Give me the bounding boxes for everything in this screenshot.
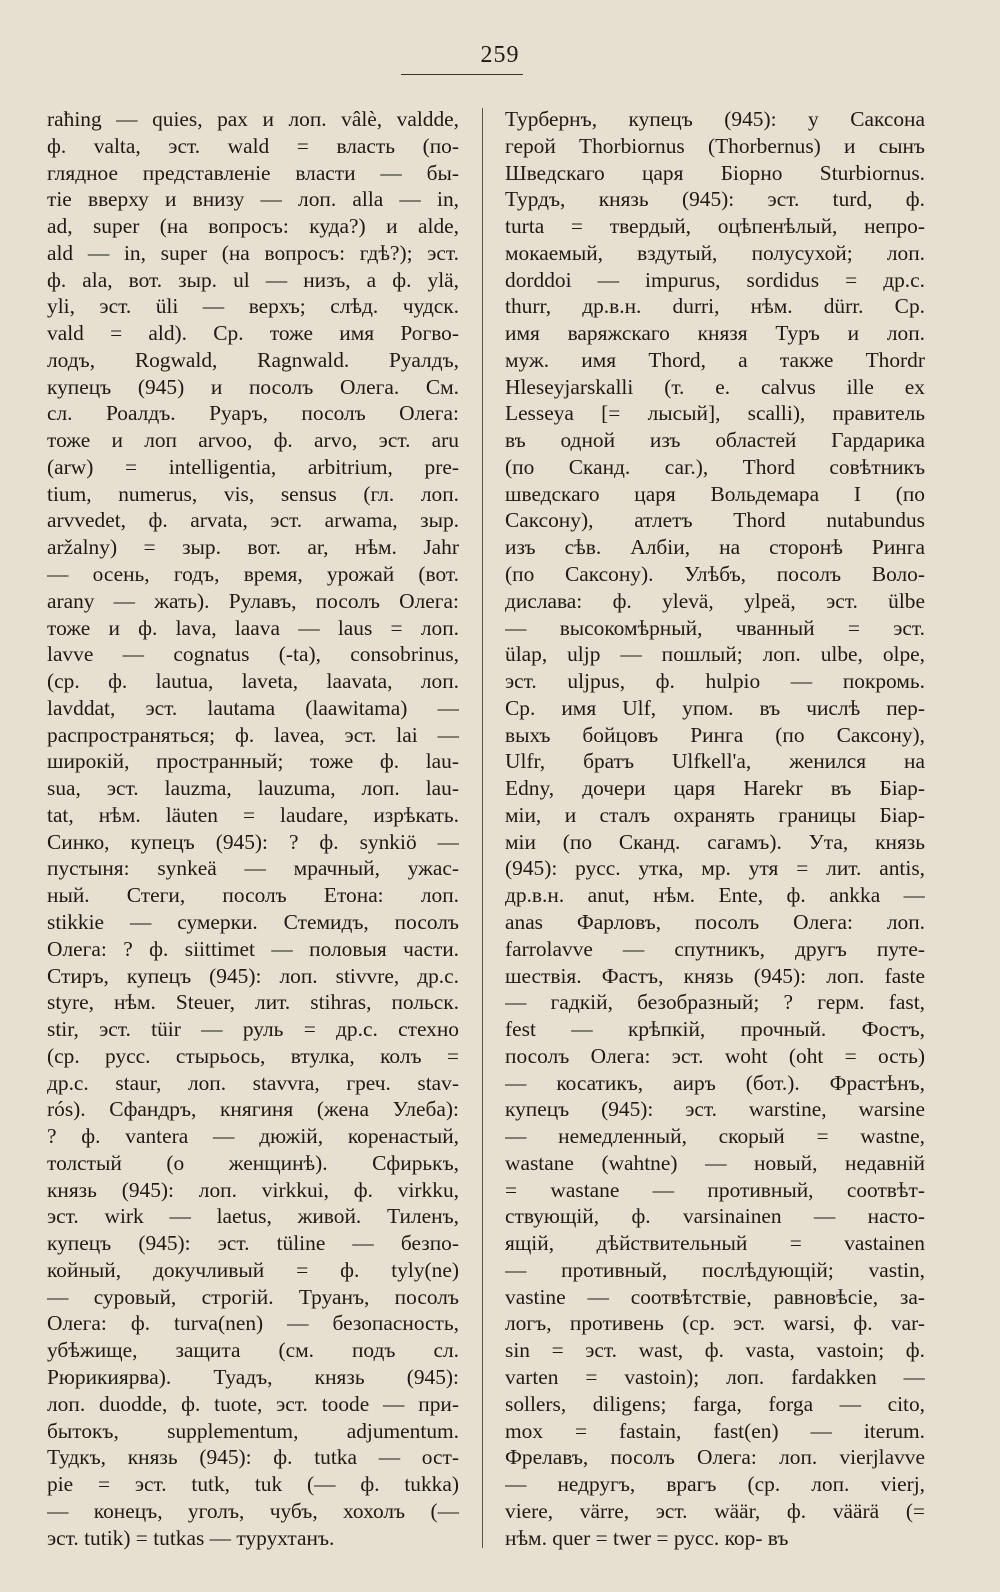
- text-line: — осень, годъ, время, урожай (вот.: [47, 562, 459, 587]
- text-line: Рюрикиярва). Туадъ, князь (945):: [47, 1364, 459, 1389]
- text-line: бытокъ, supplementum, adjumentum.: [47, 1418, 459, 1443]
- text-line: купецъ (945): эст. warstine, warsine: [505, 1097, 925, 1122]
- header-rule: [401, 74, 523, 75]
- text-line: широкій, пространный; тоже ф. lau-: [47, 749, 459, 774]
- text-line: — противный, послѣдующій; vastin,: [505, 1257, 925, 1282]
- text-line: fest — крѣпкій, прочный. Фостъ,: [505, 1017, 925, 1042]
- text-line: aržalny) = зыр. вот. ar, нѣм. Jahr: [47, 535, 459, 560]
- text-line: имя варяжскаго князя Туръ и лоп.: [505, 321, 925, 346]
- text-line: arvvedet, ф. arvata, эст. arwama, зыр.: [47, 508, 459, 533]
- text-line: — гадкій, безобразный; ? герм. fast,: [505, 990, 925, 1015]
- text-line: толстый (о женщинѣ). Сфирькъ,: [47, 1150, 459, 1175]
- text-line: varten = vastoin); лоп. fardakken —: [505, 1364, 925, 1389]
- text-line: — косатикъ, аиръ (бот.). Фрастѣнъ,: [505, 1070, 925, 1095]
- text-line: yli, эст. üli — верхъ; слѣд. чудск.: [47, 294, 459, 319]
- text-line: эст. uljpus, ф. hulpio — покромь.: [505, 669, 925, 694]
- text-line: — немедленный, скорый = wastne,: [505, 1124, 925, 1149]
- text-line: эст. tutik) = tutkas — турухтанъ.: [47, 1525, 335, 1550]
- text-line: Edny, дочери царя Harekr въ Біар-: [505, 776, 925, 801]
- text-line: raħing — quies, pax и лоп. vâlè, valdde,: [47, 107, 459, 131]
- text-line: arany — жать). Рулавъ, посолъ Олега:: [47, 588, 459, 613]
- text-line: — суровый, строгій. Труанъ, посолъ: [47, 1284, 459, 1309]
- text-line: купецъ (945) и посолъ Олега. См.: [47, 374, 459, 399]
- text-line: Синко, купецъ (945): ? ф. synkiö —: [47, 829, 459, 854]
- text-line: Lesseya [= лысый], scalli), правитель: [505, 401, 925, 426]
- text-line: купецъ (945): эст. tüline — безпо-: [47, 1231, 459, 1256]
- text-line: stikkie — сумерки. Стемидъ, посолъ: [47, 909, 459, 934]
- text-line: Саксону), атлетъ Thord nutabundus: [505, 508, 925, 533]
- text-line: муж. имя Thord, а также Thordr: [505, 347, 925, 372]
- text-line: vald = ald). Ср. тоже имя Рогво-: [47, 321, 459, 346]
- text-line: пустыня: synkeä — мрачный, ужас-: [47, 856, 459, 881]
- text-line: ф. ala, вот. зыр. ul — низъ, а ф. ylä,: [47, 267, 459, 292]
- right-column: [505, 106, 925, 1551]
- text-line: lavddat, эст. lautama (laawitama) —: [47, 695, 459, 720]
- text-line: герой Thorbiornus (Thorbernus) и сынъ: [505, 133, 925, 158]
- text-line: дислава: ф. ylevä, ylpeä, эст. ülbe: [505, 588, 925, 613]
- text-line: убѣжище, защита (см. подъ сл.: [47, 1338, 459, 1363]
- text-line: сл. Роалдъ. Руаръ, посолъ Олега:: [47, 401, 459, 426]
- text-line: tium, numerus, vis, sensus (гл. лоп.: [47, 481, 459, 506]
- text-line: — конецъ, уголъ, чубъ, хохолъ (—: [47, 1498, 459, 1523]
- text-line: шведскаго царя Вольдемара I (по: [505, 481, 925, 506]
- text-line: (по Саксону). Улѣбъ, посолъ Воло-: [505, 562, 925, 587]
- text-line: (945): русс. утка, мр. утя = лит. antis,: [505, 856, 925, 881]
- text-line: посолъ Олега: эст. woht (oht = ость): [505, 1043, 925, 1068]
- text-line: др.в.н. anut, нѣм. Ente, ф. ankka —: [505, 883, 925, 908]
- text-line: — высокомѣрный, чванный = эст.: [505, 615, 925, 640]
- text-line: rós). Сфандръ, княгиня (жена Улеба):: [47, 1097, 459, 1122]
- text-line: viere, värre, эст. wäär, ф. väärä (=: [505, 1498, 925, 1523]
- text-line: Турдъ, князь (945): эст. turd, ф.: [505, 187, 925, 212]
- text-line: thurr, др.в.н. durri, нѣм. dürr. Ср.: [505, 294, 925, 319]
- text-line: койный, докучливый = ф. tyly(ne): [47, 1257, 459, 1282]
- text-line: Олега: ? ф. siittimet — половыя части.: [47, 936, 459, 961]
- text-line: лоп. duodde, ф. tuote, эст. toode — при-: [47, 1391, 459, 1416]
- text-line: sin = эст. wast, ф. vasta, vastoin; ф.: [505, 1338, 925, 1363]
- column-divider: [482, 108, 483, 1548]
- text-line: ald — in, super (на вопросъ: гдѣ?); эст.: [47, 240, 459, 265]
- text-line: ? ф. vantera — дюжій, коренастый,: [47, 1124, 459, 1149]
- text-line: (arw) = intelligentia, arbitrium, pre-: [47, 454, 459, 479]
- text-line: лодъ, Rogwald, Ragnwald. Руалдъ,: [47, 347, 459, 372]
- text-line: Стиръ, купецъ (945): лоп. stivvre, др.с.: [47, 963, 459, 988]
- text-line: Шведскаго царя Біорно Sturbiornus.: [505, 160, 925, 185]
- text-line: ствующій, ф. varsinainen — насто-: [505, 1204, 925, 1229]
- text-line: тоже и ф. lava, laava — laus = лоп.: [47, 615, 459, 640]
- text-line: ad, super (на вопросъ: куда?) и alde,: [47, 214, 459, 239]
- text-line: ф. valta, эст. wald = власть (по-: [47, 133, 459, 158]
- text-line: Ср. имя Ulf, упом. въ числѣ пер-: [505, 695, 925, 720]
- text-line: = wastane — противный, соотвѣт-: [505, 1177, 925, 1202]
- text-line: turta = твердый, оцѣпенѣлый, непро-: [505, 214, 925, 239]
- text-line: міи (по Сканд. сагамъ). Ута, князь: [505, 829, 925, 854]
- page-number: 259: [480, 42, 520, 68]
- text-line: ный. Стеги, посолъ Етона: лоп.: [47, 883, 459, 908]
- text-line: нѣм. quer = twer = русс. кор- въ: [505, 1525, 789, 1550]
- text-line: тіе вверху и внизу — лоп. alla — in,: [47, 187, 459, 212]
- text-line: мокаемый, вздутый, полусухой; лоп.: [505, 240, 925, 265]
- text-line: Фрелавъ, посолъ Олега: лоп. vierjlavve: [505, 1445, 925, 1470]
- text-line: шествія. Фастъ, князь (945): лоп. faste: [505, 963, 925, 988]
- text-line: sua, эст. lauzma, lauzuma, лоп. lau-: [47, 776, 459, 801]
- text-line: — недругъ, врагъ (ср. лоп. vierj,: [505, 1472, 925, 1497]
- text-line: Hleseyjarskalli (т. е. calvus ille ex: [505, 374, 925, 399]
- text-line: tat, нѣм. läuten = laudare, изрѣкать.: [47, 802, 459, 827]
- text-line: dorddoi — impurus, sordidus = др.с.: [505, 267, 925, 292]
- text-line: выхъ бойцовъ Ринга (по Саксону),: [505, 722, 925, 747]
- text-line: ящій, дѣйствительный = vastainen: [505, 1231, 925, 1256]
- text-line: styre, нѣм. Steuer, лит. stihras, польск.: [47, 990, 459, 1015]
- text-line: Тудкъ, князь (945): ф. tutka — ост-: [47, 1445, 459, 1470]
- text-line: въ одной изъ областей Гардарика: [505, 428, 925, 453]
- text-line: распространяться; ф. lavea, эст. lai —: [47, 722, 459, 747]
- text-line: Ulfr, братъ Ulfkell'а, женился на: [505, 749, 925, 774]
- left-column: [47, 106, 459, 1551]
- text-line: логъ, противень (ср. эст. warsi, ф. var-: [505, 1311, 925, 1336]
- text-line: mox = fastain, fast(en) — iterum.: [505, 1418, 925, 1443]
- text-line: sollers, diligens; farga, forga — cito,: [505, 1391, 925, 1416]
- text-line: эст. wirk — laetus, живой. Тиленъ,: [47, 1204, 459, 1229]
- text-line: stir, эст. tüir — руль = др.с. стехно: [47, 1017, 459, 1042]
- text-line: Олега: ф. turva(nen) — безопасность,: [47, 1311, 459, 1336]
- text-line: pie = эст. tutk, tuk (— ф. tukka): [47, 1472, 459, 1497]
- text-line: wastane (wahtne) — новый, недавній: [505, 1150, 925, 1175]
- text-line: ülap, uljp — пошлый; лоп. ulbe, olpe,: [505, 642, 925, 667]
- text-line: (по Сканд. саг.), Thord совѣтникъ: [505, 454, 925, 479]
- text-line: міи, и сталъ охранять границы Біар-: [505, 802, 925, 827]
- text-line: тоже и лоп arvoo, ф. arvo, эст. aru: [47, 428, 459, 453]
- text-line: (ср. ф. lautua, laveta, laavata, лоп.: [47, 669, 459, 694]
- text-line: anas Фарловъ, посолъ Олега: лоп.: [505, 909, 925, 934]
- text-line: lavve — cognatus (-ta), consobrinus,: [47, 642, 459, 667]
- text-line: (ср. русс. стырьось, втулка, колъ =: [47, 1043, 459, 1068]
- text-line: изъ сѣв. Албіи, на сторонѣ Ринга: [505, 535, 925, 560]
- text-line: князь (945): лоп. virkkui, ф. virkku,: [47, 1177, 459, 1202]
- text-line: др.с. staur, лоп. stavvra, греч. stav-: [47, 1070, 459, 1095]
- text-line: farrolavve — спутникъ, другъ путе-: [505, 936, 925, 961]
- text-line: vastine — соотвѣтствіе, равновѣсіе, за-: [505, 1284, 925, 1309]
- text-line: глядное представленіе власти — бы-: [47, 160, 459, 185]
- text-line: Турбернъ, купецъ (945): у Саксона: [505, 107, 925, 131]
